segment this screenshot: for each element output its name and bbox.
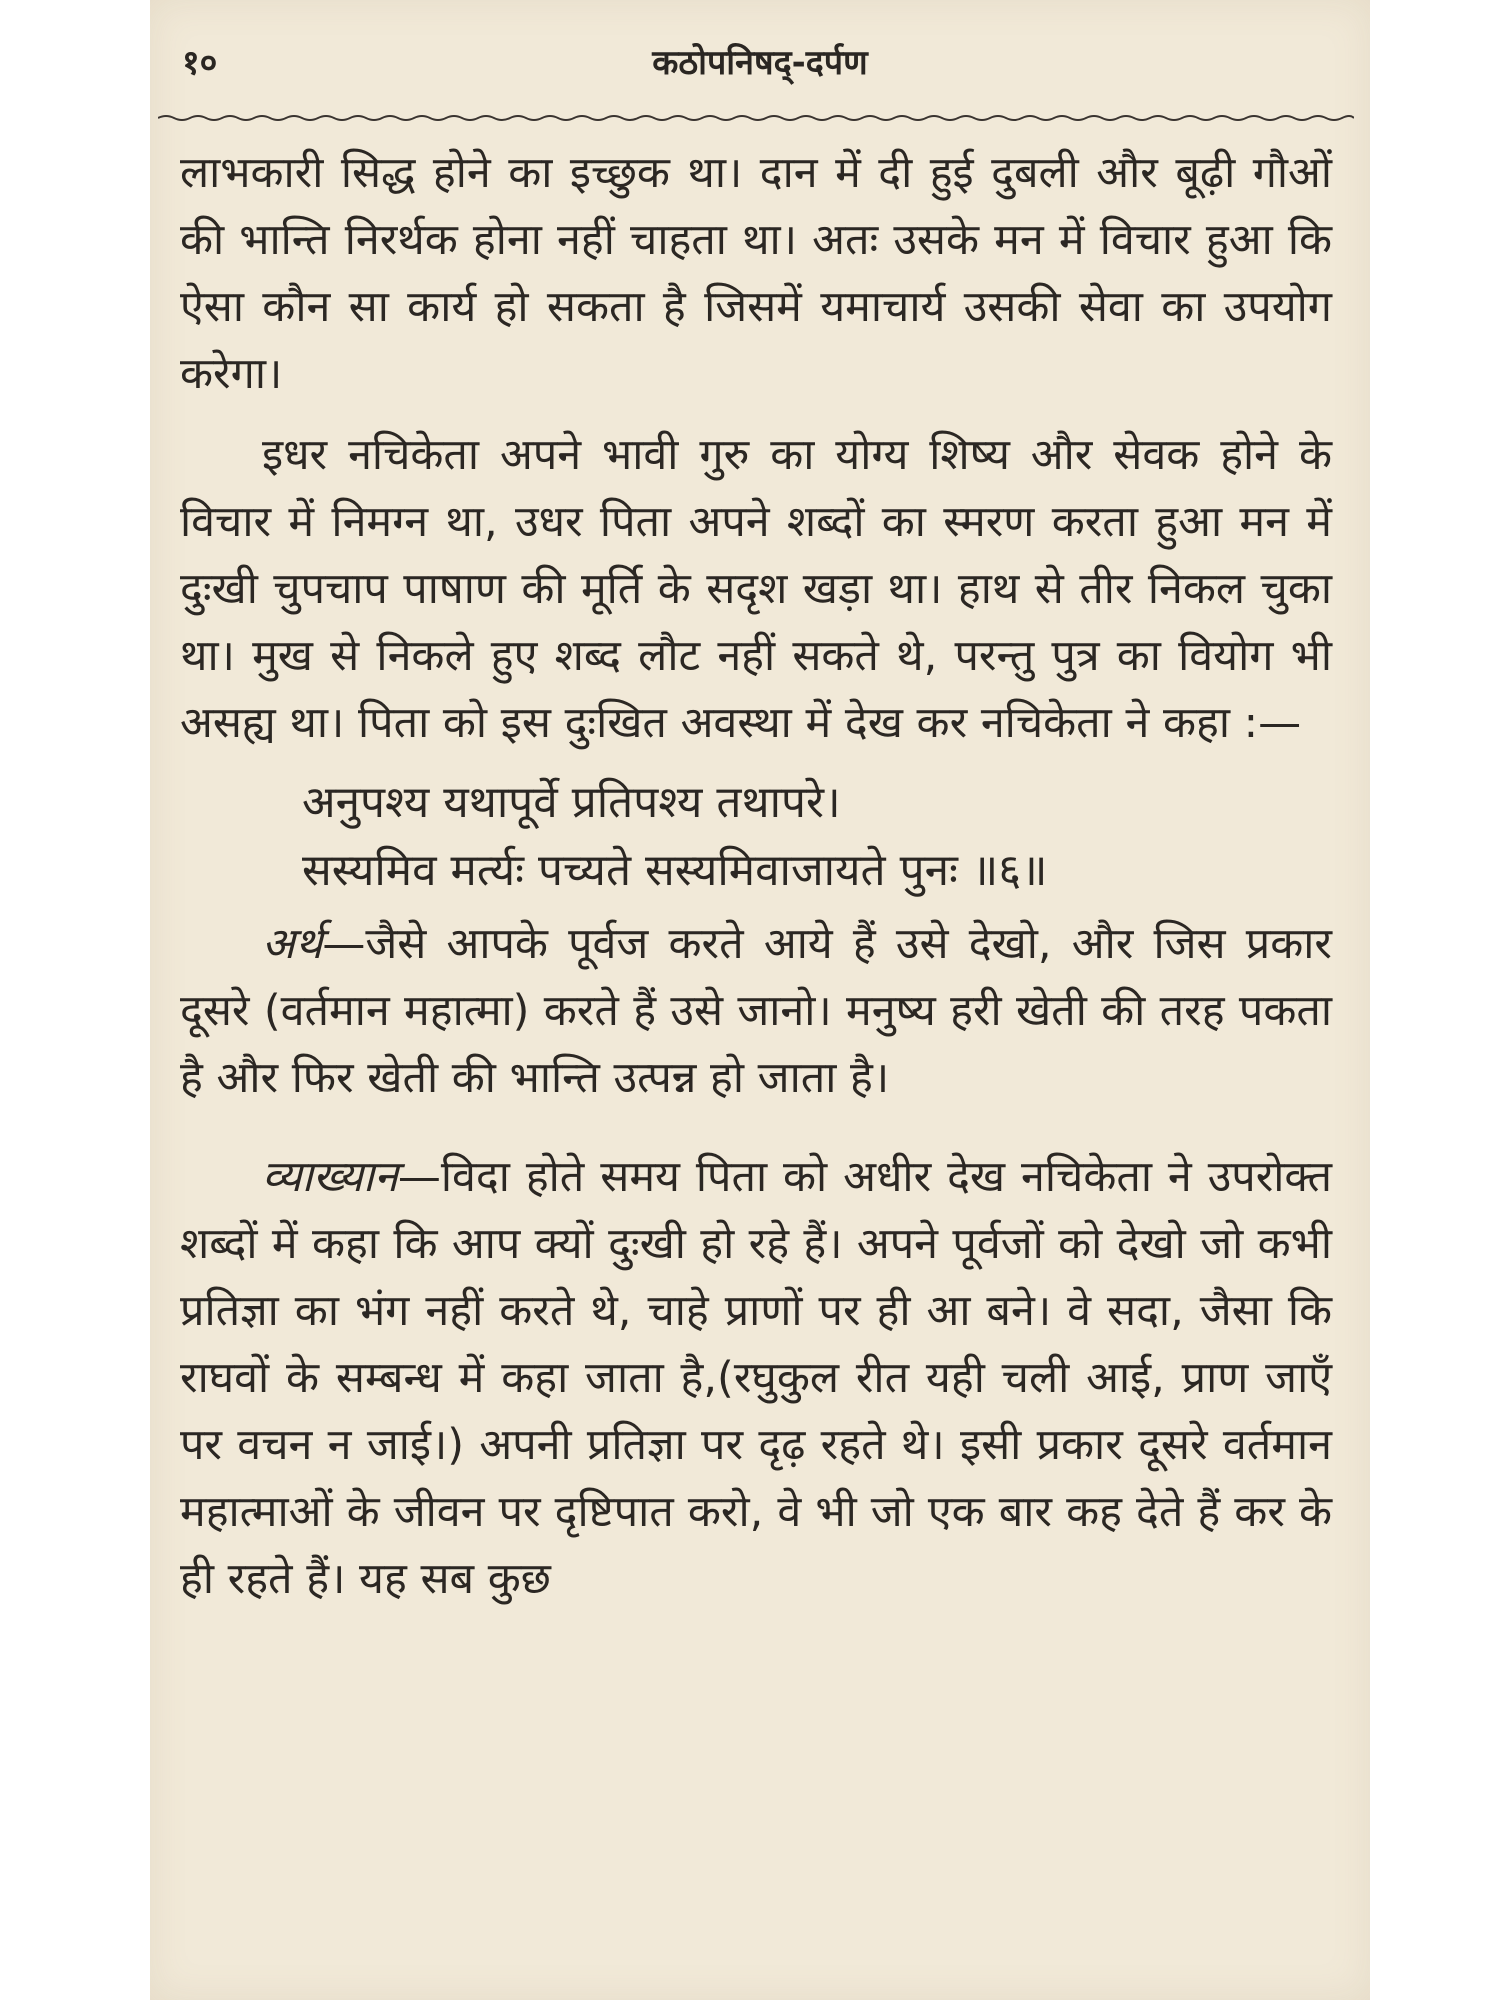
meaning-text: —जैसे आपके पूर्वज करते आये हैं उसे देखो, और जिस प्रकार दूसरे (वर्तमान महात्मा) करते हैं उसे जानो। मनुष्य हरी खेती की तरह पकता है और फिर खेती की भान्ति उत्पन्न हो जाता है। [180, 919, 1332, 1103]
running-title: कठोपनिषद्-दर्पण [652, 43, 868, 83]
paragraph-2: इधर नचिकेता अपने भावी गुरु का योग्य शिष्य और सेवक होने के विचार में निमग्न था, उधर पिता अपने शब्दों का स्मरण करता हुआ मन में दुःखी चुपचाप पाषाण की मूर्ति के सदृश खड़ा था। हाथ से तीर निकल चुका था। मुख से निकले हुए शब्द लौट नहीं सकते थे, परन्तु पुत्र का वियोग भी असह्य था। पिता को इस दुःखित अवस्था में देख कर नचिकेता ने कहा :— [180, 430, 1332, 748]
meaning-label: अर्थ [262, 919, 323, 969]
sanskrit-verse [180, 769, 1332, 905]
page-header [150, 0, 1370, 110]
paragraph-meaning [180, 911, 1332, 1112]
header-rule [158, 112, 1354, 124]
page-number: १० [182, 43, 218, 83]
verse-line-2: सस्यमिव मर्त्यः पच्यते सस्यमिवाजायते पुनः ॥६॥ [302, 845, 1048, 896]
book-page [150, 0, 1370, 2000]
commentary-label: व्याख्यान [262, 1152, 398, 1202]
paragraph-1: लाभकारी सिद्ध होने का इच्छुक था। दान में दी हुई दुबली और बूढ़ी गौओं की भान्ति निरर्थक होना नहीं चाहता था। अतः उसके मन में विचार हुआ कि ऐसा कौन सा कार्य हो सकता है जिसमें यमाचार्य उसकी सेवा का उपयोग करेगा। [180, 148, 1332, 399]
page-body [180, 140, 1332, 1613]
commentary-text: —विदा होते समय पिता को अधीर देख नचिकेता ने उपरोक्त शब्दों में कहा कि आप क्यों दुःखी हो रहे हैं। अपने पूर्वजों को देखो जो कभी प्रतिज्ञा का भंग नहीं करते थे, चाहे प्राणों पर ही आ बने। वे सदा, जैसा कि राघवों के सम्बन्ध में कहा जाता है,(रघुकुल रीत यही चली आई, प्राण जाएँ पर वचन न जाई।) अपनी प्रतिज्ञा पर दृढ़ रहते थे। इसी प्रकार दूसरे वर्तमान महात्माओं के जीवन पर दृष्टिपात करो, वे भी जो एक बार कह देते हैं कर के ही रहते हैं। यह सब कुछ [180, 1152, 1332, 1604]
verse-line-1: अनुपश्य यथापूर्वे प्रतिपश्य तथापरे। [302, 777, 841, 828]
paragraph-commentary [180, 1144, 1332, 1613]
